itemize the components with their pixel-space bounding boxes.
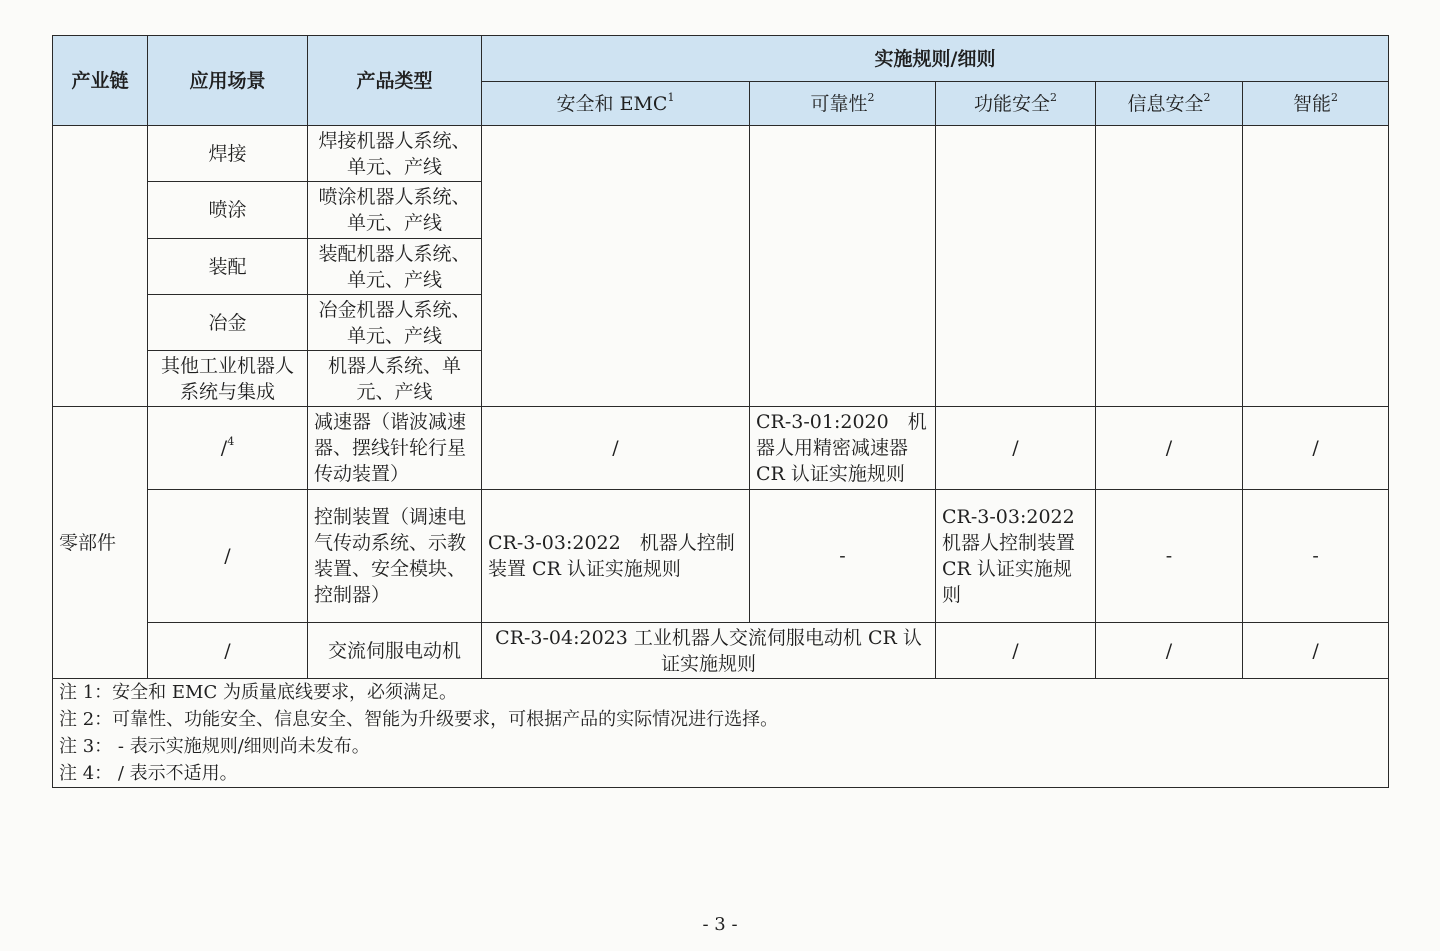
chain-cell-industrial — [53, 126, 148, 407]
smart-cell: / — [1243, 623, 1389, 679]
chain-cell-parts: 零部件 — [53, 407, 148, 679]
header-info-security: 信息安全$^2$ — [1096, 82, 1243, 126]
rule-cell-empty — [1096, 126, 1243, 407]
scenario-cell: 喷涂 — [148, 182, 308, 239]
header-row-top — [53, 36, 1389, 82]
info-security-cell: / — [1096, 623, 1243, 679]
table-row-controller — [53, 490, 1389, 623]
scenario-cell: 装配 — [148, 239, 308, 295]
note-2: 注 2：可靠性、功能安全、信息安全、智能为升级要求，可根据产品的实际情况进行选择。 — [59, 709, 779, 730]
table-row-servo — [53, 623, 1389, 679]
notes-cell — [53, 679, 1389, 788]
functional-safety-cell: / — [936, 623, 1096, 679]
product-cell: 冶金机器人系统、单元、产线 — [308, 295, 482, 351]
rule-cell-empty — [936, 126, 1096, 407]
header-reliability: 可靠性$^2$ — [750, 82, 936, 126]
page-number: - 3 - — [702, 914, 738, 935]
functional-safety-cell: CR-3-03:2022 机器人控制装置 CR 认证实施规则 — [936, 490, 1096, 623]
safety-reliability-merged-cell: CR-3-04:2023 工业机器人交流伺服电动机 CR 认证实施规则 — [482, 623, 936, 679]
rule-cell-empty — [750, 126, 936, 407]
product-cell: 控制装置（调速电气传动系统、示教装置、安全模块、控制器） — [308, 490, 482, 623]
scenario-cell: 冶金 — [148, 295, 308, 351]
info-security-cell: - — [1096, 490, 1243, 623]
table-row — [53, 126, 1389, 182]
scenario-cell: 其他工业机器人系统与集成 — [148, 351, 308, 407]
safety-emc-cell: / — [482, 407, 750, 490]
header-product: 产品类型 — [308, 36, 482, 126]
scenario-cell: / — [148, 490, 308, 623]
reliability-cell: - — [750, 490, 936, 623]
scenario-cell: 焊接 — [148, 126, 308, 182]
product-cell: 机器人系统、单元、产线 — [308, 351, 482, 407]
header-functional-safety: 功能安全$^2$ — [936, 82, 1096, 126]
scenario-cell: / — [148, 623, 308, 679]
note-4: 注 4： / 表示不适用。 — [59, 763, 238, 784]
safety-emc-cell: CR-3-03:2022 机器人控制装置 CR 认证实施规则 — [482, 490, 750, 623]
product-cell: 喷涂机器人系统、单元、产线 — [308, 182, 482, 239]
smart-cell: - — [1243, 490, 1389, 623]
product-cell: 交流伺服电动机 — [308, 623, 482, 679]
rule-cell-empty — [1243, 126, 1389, 407]
note-1: 注 1：安全和 EMC 为质量底线要求，必须满足。 — [59, 682, 457, 703]
header-safety-emc: 安全和 EMC$^1$ — [482, 82, 750, 126]
header-smart: 智能$^2$ — [1243, 82, 1389, 126]
rule-cell-empty — [482, 126, 750, 407]
header-scenario: 应用场景 — [148, 36, 308, 126]
table-row-reducer — [53, 407, 1389, 490]
header-rules-group: 实施规则/细则 — [482, 36, 1389, 82]
certification-rules-table — [52, 35, 1389, 788]
smart-cell: / — [1243, 407, 1389, 490]
product-cell: 装配机器人系统、单元、产线 — [308, 239, 482, 295]
info-security-cell: / — [1096, 407, 1243, 490]
product-cell: 焊接机器人系统、单元、产线 — [308, 126, 482, 182]
scenario-cell: /$^4$ — [148, 407, 308, 490]
reliability-cell: CR-3-01:2020 机器人用精密减速器 CR 认证实施规则 — [750, 407, 936, 490]
product-cell: 减速器（谐波减速器、摆线针轮行星传动装置） — [308, 407, 482, 490]
note-3: 注 3： - 表示实施规则/细则尚未发布。 — [59, 736, 370, 757]
functional-safety-cell: / — [936, 407, 1096, 490]
header-chain: 产业链 — [53, 36, 148, 126]
notes-row — [53, 679, 1389, 788]
